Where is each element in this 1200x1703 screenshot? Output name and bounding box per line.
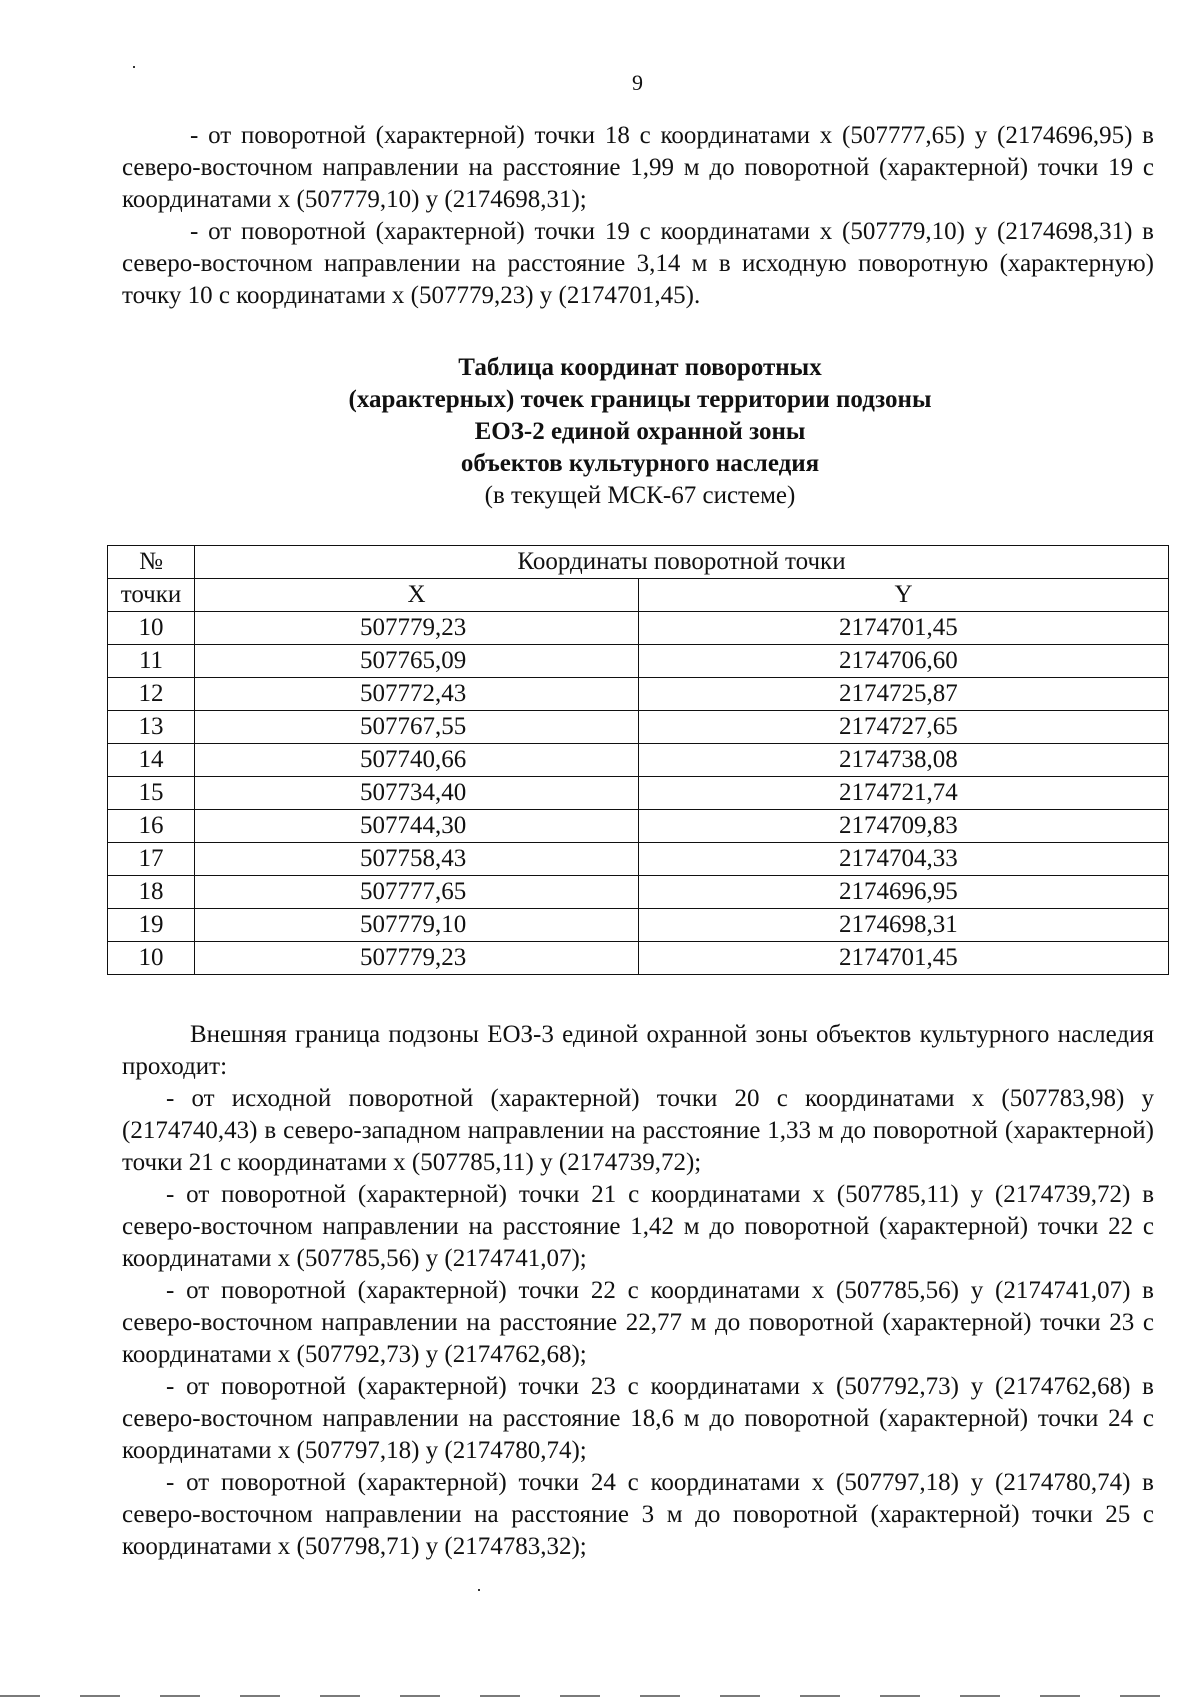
point-number-cell: 15 xyxy=(108,777,195,810)
scan-edge-artifact xyxy=(0,1695,1200,1697)
y-coordinate-cell: 2174704,33 xyxy=(639,843,1169,876)
x-coordinate-cell: 507765,09 xyxy=(195,645,639,678)
table-title-line: ЕОЗ-2 единой охранной зоны xyxy=(474,418,806,445)
header-coordinates: Координаты поворотной точки xyxy=(195,546,1169,579)
point-number-cell: 19 xyxy=(108,909,195,942)
y-coordinate-cell: 2174727,65 xyxy=(639,711,1169,744)
header-x: X xyxy=(195,579,639,612)
table-row xyxy=(108,909,1169,942)
y-coordinate-cell: 2174698,31 xyxy=(639,909,1169,942)
y-coordinate-cell: 2174701,45 xyxy=(639,942,1169,975)
x-coordinate-cell: 507758,43 xyxy=(195,843,639,876)
table-title-line: объектов культурного наследия xyxy=(460,450,820,477)
point-number-cell: 16 xyxy=(108,810,195,843)
scan-speck xyxy=(133,66,135,68)
table-subtitle: (в текущей МСК-67 системе) xyxy=(484,482,796,509)
point-number-cell: 11 xyxy=(108,645,195,678)
scan-speck xyxy=(478,1589,480,1591)
paragraph-point-24: - от поворотной (характерной) точки 24 с координатами х (507797,18) у (2174780,74) в северо-восточном направлении на расстояние 3 м до поворотной (характерной) точки 25 с координатами х (507798,71) у (2174783,32); xyxy=(122,1469,1154,1560)
x-coordinate-cell: 507779,23 xyxy=(195,612,639,645)
table-row xyxy=(108,843,1169,876)
y-coordinate-cell: 2174701,45 xyxy=(639,612,1169,645)
point-number-cell: 10 xyxy=(108,942,195,975)
x-coordinate-cell: 507772,43 xyxy=(195,678,639,711)
x-coordinate-cell: 507779,10 xyxy=(195,909,639,942)
table-row xyxy=(108,942,1169,975)
table-title xyxy=(120,352,1160,512)
y-coordinate-cell: 2174721,74 xyxy=(639,777,1169,810)
table-row xyxy=(108,645,1169,678)
table-body xyxy=(108,612,1169,975)
point-number-cell: 12 xyxy=(108,678,195,711)
header-y: Y xyxy=(639,579,1169,612)
paragraph-point-20: - от исходной поворотной (характерной) точки 20 с координатами х (507783,98) у (2174740,43) в северо-западном направлении на расстояние 1,33 м до поворотной (характерной) точки 21 с координатами х (507785,11) у (2174739,72); xyxy=(122,1085,1154,1176)
table-row xyxy=(108,777,1169,810)
point-number-cell: 14 xyxy=(108,744,195,777)
paragraph-point-19: - от поворотной (характерной) точки 19 с координатами х (507779,10) у (2174698,31) в северо-восточном направлении на расстояние 3,14 м в исходную поворотную (характерную) точку 10 с координатами х (507779,23) у (2174701,45). xyxy=(122,218,1154,309)
y-coordinate-cell: 2174706,60 xyxy=(639,645,1169,678)
table-row xyxy=(108,711,1169,744)
y-coordinate-cell: 2174725,87 xyxy=(639,678,1169,711)
y-coordinate-cell: 2174696,95 xyxy=(639,876,1169,909)
x-coordinate-cell: 507779,23 xyxy=(195,942,639,975)
y-coordinate-cell: 2174709,83 xyxy=(639,810,1169,843)
paragraph-point-22: - от поворотной (характерной) точки 22 с координатами х (507785,56) у (2174741,07) в северо-восточном направлении на расстояние 22,77 м до поворотной (характерной) точки 23 с координатами х (507792,73) у (2174762,68); xyxy=(122,1277,1154,1368)
x-coordinate-cell: 507777,65 xyxy=(195,876,639,909)
point-number-cell: 10 xyxy=(108,612,195,645)
y-coordinate-cell: 2174738,08 xyxy=(639,744,1169,777)
paragraph-point-23: - от поворотной (характерной) точки 23 с координатами х (507792,73) у (2174762,68) в северо-восточном направлении на расстояние 18,6 м до поворотной (характерной) точки 24 с координатами х (507797,18) у (2174780,74); xyxy=(122,1373,1154,1464)
table-row xyxy=(108,678,1169,711)
header-num-bottom: точки xyxy=(108,579,195,612)
table-row xyxy=(108,810,1169,843)
point-number-cell: 13 xyxy=(108,711,195,744)
x-coordinate-cell: 507740,66 xyxy=(195,744,639,777)
header-num-top: № xyxy=(108,546,195,579)
coordinates-table xyxy=(107,545,1169,975)
table-row xyxy=(108,744,1169,777)
page-number: 9 xyxy=(632,70,643,95)
paragraph-point-21: - от поворотной (характерной) точки 21 с координатами х (507785,11) у (2174739,72) в северо-восточном направлении на расстояние 1,42 м до поворотной (характерной) точки 22 с координатами х (507785,56) у (2174741,07); xyxy=(122,1181,1154,1272)
table-title-line: Таблица координат поворотных xyxy=(458,354,822,381)
point-number-cell: 18 xyxy=(108,876,195,909)
x-coordinate-cell: 507744,30 xyxy=(195,810,639,843)
table-row xyxy=(108,876,1169,909)
x-coordinate-cell: 507734,40 xyxy=(195,777,639,810)
outro-text xyxy=(122,1019,1154,1563)
x-coordinate-cell: 507767,55 xyxy=(195,711,639,744)
point-number-cell: 17 xyxy=(108,843,195,876)
table-title-line: (характерных) точек границы территории подзоны xyxy=(348,386,932,413)
table-row xyxy=(108,612,1169,645)
paragraph-eoz3-intro: Внешняя граница подзоны ЕОЗ-3 единой охранной зоны объектов культурного наследия проходит: xyxy=(122,1021,1154,1080)
intro-text xyxy=(122,120,1154,312)
paragraph-point-18: - от поворотной (характерной) точки 18 с координатами х (507777,65) у (2174696,95) в северо-восточном направлении на расстояние 1,99 м до поворотной (характерной) точки 19 с координатами х (507779,10) у (2174698,31); xyxy=(122,122,1154,213)
